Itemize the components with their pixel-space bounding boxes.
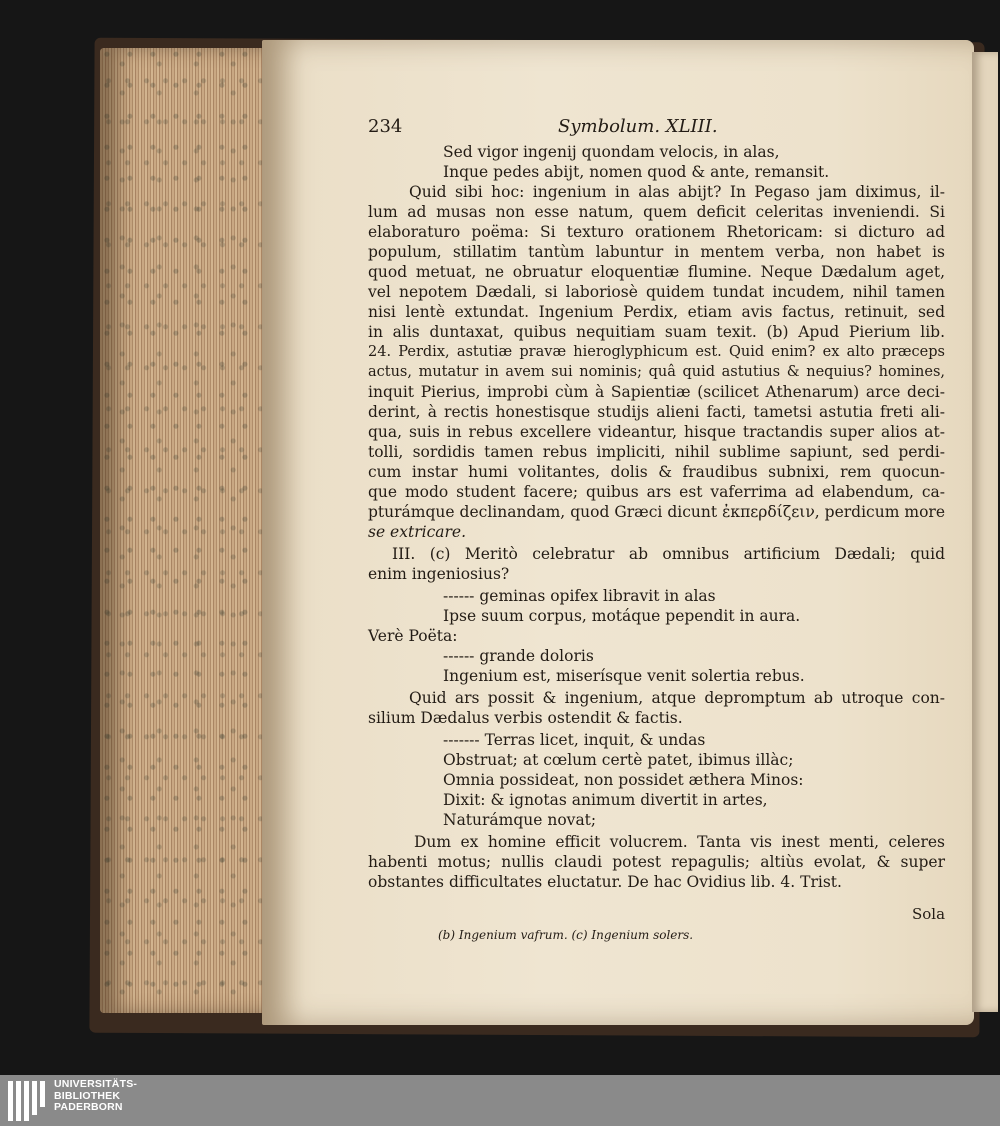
verse-line: ------ geminas opifex libravit in alas <box>443 587 716 605</box>
text-line: vel nepotem Dædali, si laboriosè quidem tundat incudem, nihil tamen <box>368 283 945 301</box>
text-line: enim ingeniosius? <box>368 565 510 583</box>
text-line: silium Dædalus verbis ostendit & factis. <box>368 709 683 727</box>
library-logo-text <box>54 1079 137 1114</box>
verse-line: ------ grande doloris <box>443 647 594 665</box>
text-line: inquit Pierius, improbi cùm à Sapientiæ (scilicet Athenarum) arce deci- <box>368 383 945 401</box>
text-line: obstantes difficultates eluctatur. De hac Ovidius lib. 4. Trist. <box>368 873 842 891</box>
text-line: Quid ars possit & ingenium, atque depromptum ab utroque con- <box>409 689 945 707</box>
text-line: populum, stillatim tantùm labuntur in mentem verba, non habet is <box>368 243 945 261</box>
page-number: 234 <box>368 116 403 137</box>
text-line: quod metuat, ne obruatur eloquentiæ flumine. Neque Dædalum aget, <box>368 263 945 281</box>
next-page-edge <box>972 52 998 1012</box>
verse-line: Omnia possideat, non possidet æthera Minos: <box>443 771 804 789</box>
text-line: se extricare. <box>368 523 466 541</box>
verse-line: ------- Terras licet, inquit, & undas <box>443 731 706 749</box>
logo-line: UNIVERSITÄTS- <box>54 1078 138 1090</box>
text-line: 24. Perdix, astutiæ pravæ hieroglyphicum est. Quid enim? ex alto præceps <box>368 344 945 360</box>
running-title: Symbolum. XLIII. <box>558 116 718 137</box>
text-line: lum ad musas non esse natum, quem deficit celeritas inveniendi. Si <box>368 203 945 221</box>
verse-line: Ipse suum corpus, motáque pependit in aura. <box>443 607 801 625</box>
logo-line: PADERBORN <box>54 1101 123 1113</box>
verse-line: Ingenium est, miserísque venit solertia rebus. <box>443 667 805 685</box>
text-line: cum instar humi volitantes, dolis & fraudibus subnixi, rem quocun- <box>368 463 945 481</box>
text-line: elaboraturo poëma: Si texturo orationem Rhetoricam: si dicturo ad <box>368 223 945 241</box>
text-line: Sed vigor ingenij quondam velocis, in alas, <box>443 143 780 161</box>
text-line: qua, suis in rebus excellere videantur, hisque tractandis super alios at- <box>368 423 945 441</box>
text-line: Quid sibi hoc: ingenium in alas abijt? In Pegaso jam diximus, il- <box>409 183 945 201</box>
verse-line: Dixit: & ignotas animum divertit in artes, <box>443 791 768 809</box>
text-line: derint, à rectis honestisque studijs alieni facti, tametsi astutia freti ali- <box>368 403 945 421</box>
library-logo-icon <box>8 1081 48 1121</box>
text-line: pturámque declinandam, quod Græci dicunt ἐκπερδίζειν, perdicum more <box>368 503 945 521</box>
text-line: III. (c) Meritò celebratur ab omnibus artificium Dædali; quid <box>392 545 945 563</box>
logo-line: BIBLIOTHEK <box>54 1089 121 1102</box>
text-line: que modo student facere; quibus ars est vaferrima ad elabendum, ca- <box>368 483 945 501</box>
text-line: in alis duntaxat, quibus nequitiam suam texit. (b) Apud Pierium lib. <box>368 323 945 341</box>
library-footer-bar <box>0 1075 1000 1126</box>
catchword: Sola <box>912 905 946 923</box>
text-line: tolli, sordidis tamen rebus impliciti, nihil sublime sapiunt, sed perdi- <box>368 443 945 461</box>
text-line: Verè Poëta: <box>368 627 458 645</box>
verse-line: Naturámque novat; <box>443 811 597 829</box>
footnote: (b) Ingenium vafrum. (c) Ingenium solers. <box>438 928 694 942</box>
text-line: Dum ex homine efficit volucrem. Tanta vis inest menti, celeres <box>414 833 945 851</box>
page-edges <box>100 48 278 1013</box>
text-line: nisi lentè extundat. Ingenium Perdix, etiam avis factus, retinuit, sed <box>368 303 945 321</box>
text-line: actus, mutatur in avem sui nominis; quâ quid astutius & nequius? homines, <box>368 364 945 380</box>
verse-line: Obstruat; at cœlum certè patet, ibimus illàc; <box>443 751 794 769</box>
text-line: habenti motus; nullis claudi potest repagulis; altiùs evolat, & super <box>368 853 945 871</box>
text-line: Inque pedes abijt, nomen quod & ante, remansit. <box>443 163 830 181</box>
